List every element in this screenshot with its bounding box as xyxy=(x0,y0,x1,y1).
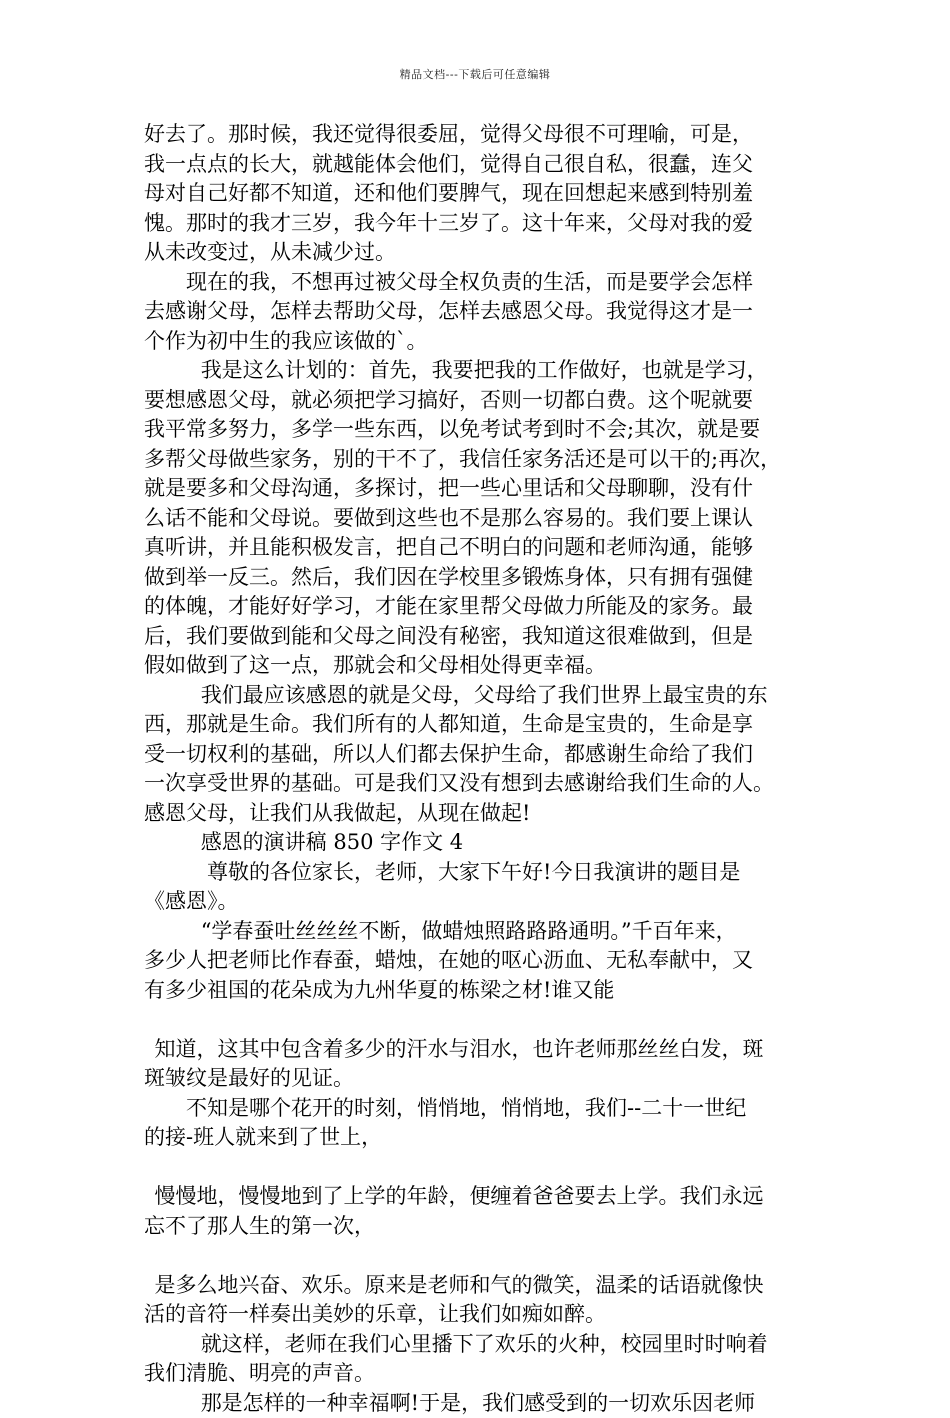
text-line: “学春蚕吐丝丝丝不断，做蜡烛照路路路通明。”千百年来， xyxy=(144,917,814,947)
document-body xyxy=(144,120,814,1418)
text-line: 从未改变过，从未减少过。 xyxy=(144,238,814,268)
blank-line xyxy=(144,1153,814,1183)
text-line: 斑皱纹是最好的见证。 xyxy=(144,1064,814,1094)
text-line: 后，我们要做到能和父母之间没有秘密，我知道这很难做到，但是 xyxy=(144,622,814,652)
blank-line xyxy=(144,1241,814,1271)
text-line: 那是怎样的一种幸福啊!于是，我们感受到的一切欢乐因老师 xyxy=(144,1389,814,1418)
text-line: 我平常多努力，多学一些东西，以免考试考到时不会;其次，就是要 xyxy=(144,415,814,445)
text-line: 好去了。那时候，我还觉得很委屈，觉得父母很不可理喻，可是， xyxy=(144,120,814,150)
text-line: 做到举一反三。然后，我们因在学校里多锻炼身体，只有拥有强健 xyxy=(144,563,814,593)
text-line: 我们清脆、明亮的声音。 xyxy=(144,1359,814,1389)
text-line: 慢慢地，慢慢地到了上学的年龄，便缠着爸爸要去上学。我们永远 xyxy=(144,1182,814,1212)
text-line: 就是要多和父母沟通，多探讨，把一些心里话和父母聊聊，没有什 xyxy=(144,474,814,504)
text-line: 多少人把老师比作春蚕，蜡烛，在她的呕心沥血、无私奉献中，又 xyxy=(144,946,814,976)
text-line: 多帮父母做些家务，别的干不了，我信任家务活还是可以干的;再次， xyxy=(144,445,814,475)
text-line: 愧。那时的我才三岁，我今年十三岁了。这十年来，父母对我的爱 xyxy=(144,209,814,239)
text-line: 忘不了那人生的第一次， xyxy=(144,1212,814,1242)
page-header: 精品文档---下载后可任意编辑 xyxy=(0,66,950,82)
text-line: 是多么地兴奋、欢乐。原来是老师和气的微笑，温柔的话语就像快 xyxy=(144,1271,814,1301)
text-line: 要想感恩父母，就必须把学习搞好，否则一切都白费。这个呢就要 xyxy=(144,386,814,416)
text-line: 我一点点的长大，就越能体会他们，觉得自己很自私，很蠢，连父 xyxy=(144,150,814,180)
text-line: 有多少祖国的花朵成为九州华夏的栋梁之材!谁又能 xyxy=(144,976,814,1006)
text-line: 我是这么计划的：首先，我要把我的工作做好，也就是学习， xyxy=(144,356,814,386)
text-line: 去感谢父母，怎样去帮助父母，怎样去感恩父母。我觉得这才是一 xyxy=(144,297,814,327)
text-line: 受一切权利的基础，所以人们都去保护生命，都感谢生命给了我们 xyxy=(144,740,814,770)
text-line: 母对自己好都不知道，还和他们要脾气，现在回想起来感到特别羞 xyxy=(144,179,814,209)
text-line: 的接-班人就来到了世上， xyxy=(144,1123,814,1153)
text-line: 的体魄，才能好好学习，才能在家里帮父母做力所能及的家务。最 xyxy=(144,592,814,622)
text-line: 假如做到了这一点，那就会和父母相处得更幸福。 xyxy=(144,651,814,681)
text-line: 感恩父母，让我们从我做起，从现在做起! xyxy=(144,799,814,829)
blank-line xyxy=(144,1005,814,1035)
text-line: 不知是哪个花开的时刻，悄悄地，悄悄地，我们--二十一世纪 xyxy=(144,1094,814,1124)
text-line: 《感恩》。 xyxy=(144,887,814,917)
text-line: 现在的我，不想再过被父母全权负责的生活，而是要学会怎样 xyxy=(144,268,814,298)
text-line: 么话不能和父母说。要做到这些也不是那么容易的。我们要上课认 xyxy=(144,504,814,534)
text-line: 尊敬的各位家长，老师，大家下午好!今日我演讲的题目是 xyxy=(144,858,814,888)
text-line: 知道，这其中包含着多少的汗水与泪水，也许老师那丝丝白发，斑 xyxy=(144,1035,814,1065)
text-line: 一次享受世界的基础。可是我们又没有想到去感谢给我们生命的人。 xyxy=(144,769,814,799)
text-line: 活的音符一样奏出美妙的乐章，让我们如痴如醉。 xyxy=(144,1300,814,1330)
text-line: 个作为初中生的我应该做的`。 xyxy=(144,327,814,357)
text-line: 我们最应该感恩的就是父母，父母给了我们世界上最宝贵的东 xyxy=(144,681,814,711)
text-line: 真听讲，并且能积极发言，把自己不明白的问题和老师沟通，能够 xyxy=(144,533,814,563)
text-line: 感恩的演讲稿 850 字作文 4 xyxy=(144,828,814,858)
text-line: 就这样，老师在我们心里播下了欢乐的火种，校园里时时响着 xyxy=(144,1330,814,1360)
text-line: 西，那就是生命。我们所有的人都知道，生命是宝贵的，生命是享 xyxy=(144,710,814,740)
